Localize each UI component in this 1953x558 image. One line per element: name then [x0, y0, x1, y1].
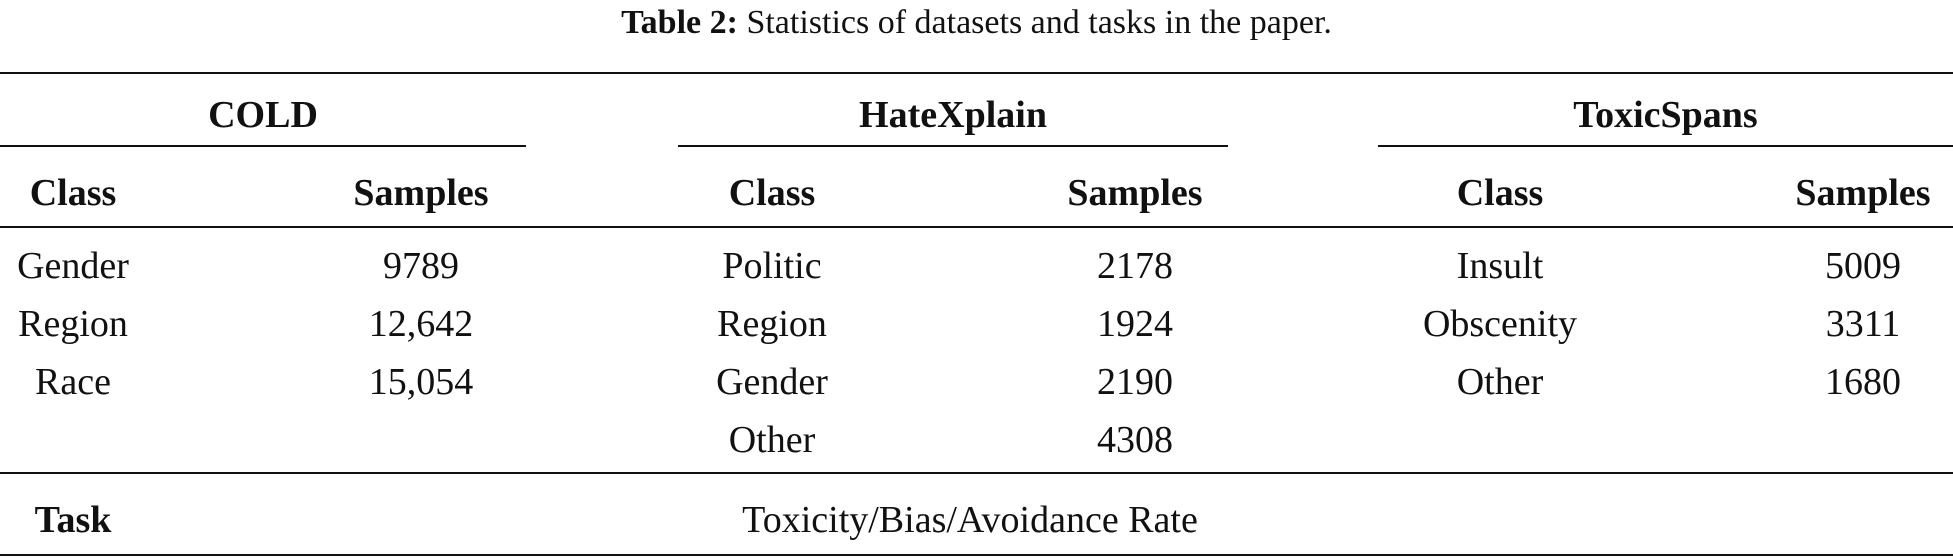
- toxicspans-samples-cell: 3311: [1825, 303, 1901, 345]
- task-label: Task: [34, 499, 112, 541]
- toxicspans-class-cell: Obscenity: [1422, 303, 1578, 345]
- hatexplain-class-cell: Other: [728, 419, 816, 461]
- hatexplain-samples-cell: 2178: [1097, 245, 1173, 287]
- hatexplain-class-cell: Region: [717, 303, 827, 345]
- task-value: Toxicity/Bias/Avoidance Rate: [742, 499, 1198, 541]
- header-rule: [0, 226, 1953, 228]
- cold-group-rule: [0, 145, 526, 147]
- toxicspans-group-rule: [1378, 145, 1953, 147]
- cold-class-header: Class: [29, 172, 117, 214]
- dataset-header-hatexplain: HateXplain: [859, 94, 1047, 136]
- dataset-header-cold: COLD: [208, 94, 318, 136]
- hatexplain-samples-cell: 4308: [1097, 419, 1173, 461]
- caption-text: Statistics of datasets and tasks in the paper.: [746, 4, 1332, 41]
- cold-class-cell: Region: [18, 303, 128, 345]
- toxicspans-samples-cell: 1680: [1825, 361, 1901, 403]
- cold-samples-cell: 12,642: [368, 303, 474, 345]
- caption-label: Table 2:: [621, 4, 738, 41]
- dataset-header-toxicspans: ToxicSpans: [1573, 94, 1758, 136]
- cold-samples-cell: 9789: [383, 245, 459, 287]
- task-rule: [0, 472, 1953, 474]
- hatexplain-class-cell: Politic: [722, 245, 822, 287]
- toxicspans-class-header: Class: [1456, 172, 1544, 214]
- toxicspans-samples-header: Samples: [1795, 172, 1931, 214]
- toxicspans-samples-cell: 5009: [1825, 245, 1901, 287]
- hatexplain-samples-cell: 2190: [1097, 361, 1173, 403]
- hatexplain-samples-header: Samples: [1067, 172, 1203, 214]
- toxicspans-class-cell: Other: [1456, 361, 1544, 403]
- cold-class-cell: Race: [35, 361, 111, 403]
- hatexplain-class-cell: Gender: [716, 361, 828, 403]
- top-rule: [0, 72, 1953, 74]
- hatexplain-samples-cell: 1924: [1097, 303, 1173, 345]
- toxicspans-class-cell: Insult: [1456, 245, 1544, 287]
- hatexplain-group-rule: [678, 145, 1228, 147]
- table-caption: [0, 2, 1953, 44]
- cold-samples-cell: 15,054: [368, 361, 474, 403]
- cold-class-cell: Gender: [17, 245, 129, 287]
- hatexplain-class-header: Class: [728, 172, 816, 214]
- cold-samples-header: Samples: [353, 172, 489, 214]
- bottom-rule: [0, 554, 1953, 556]
